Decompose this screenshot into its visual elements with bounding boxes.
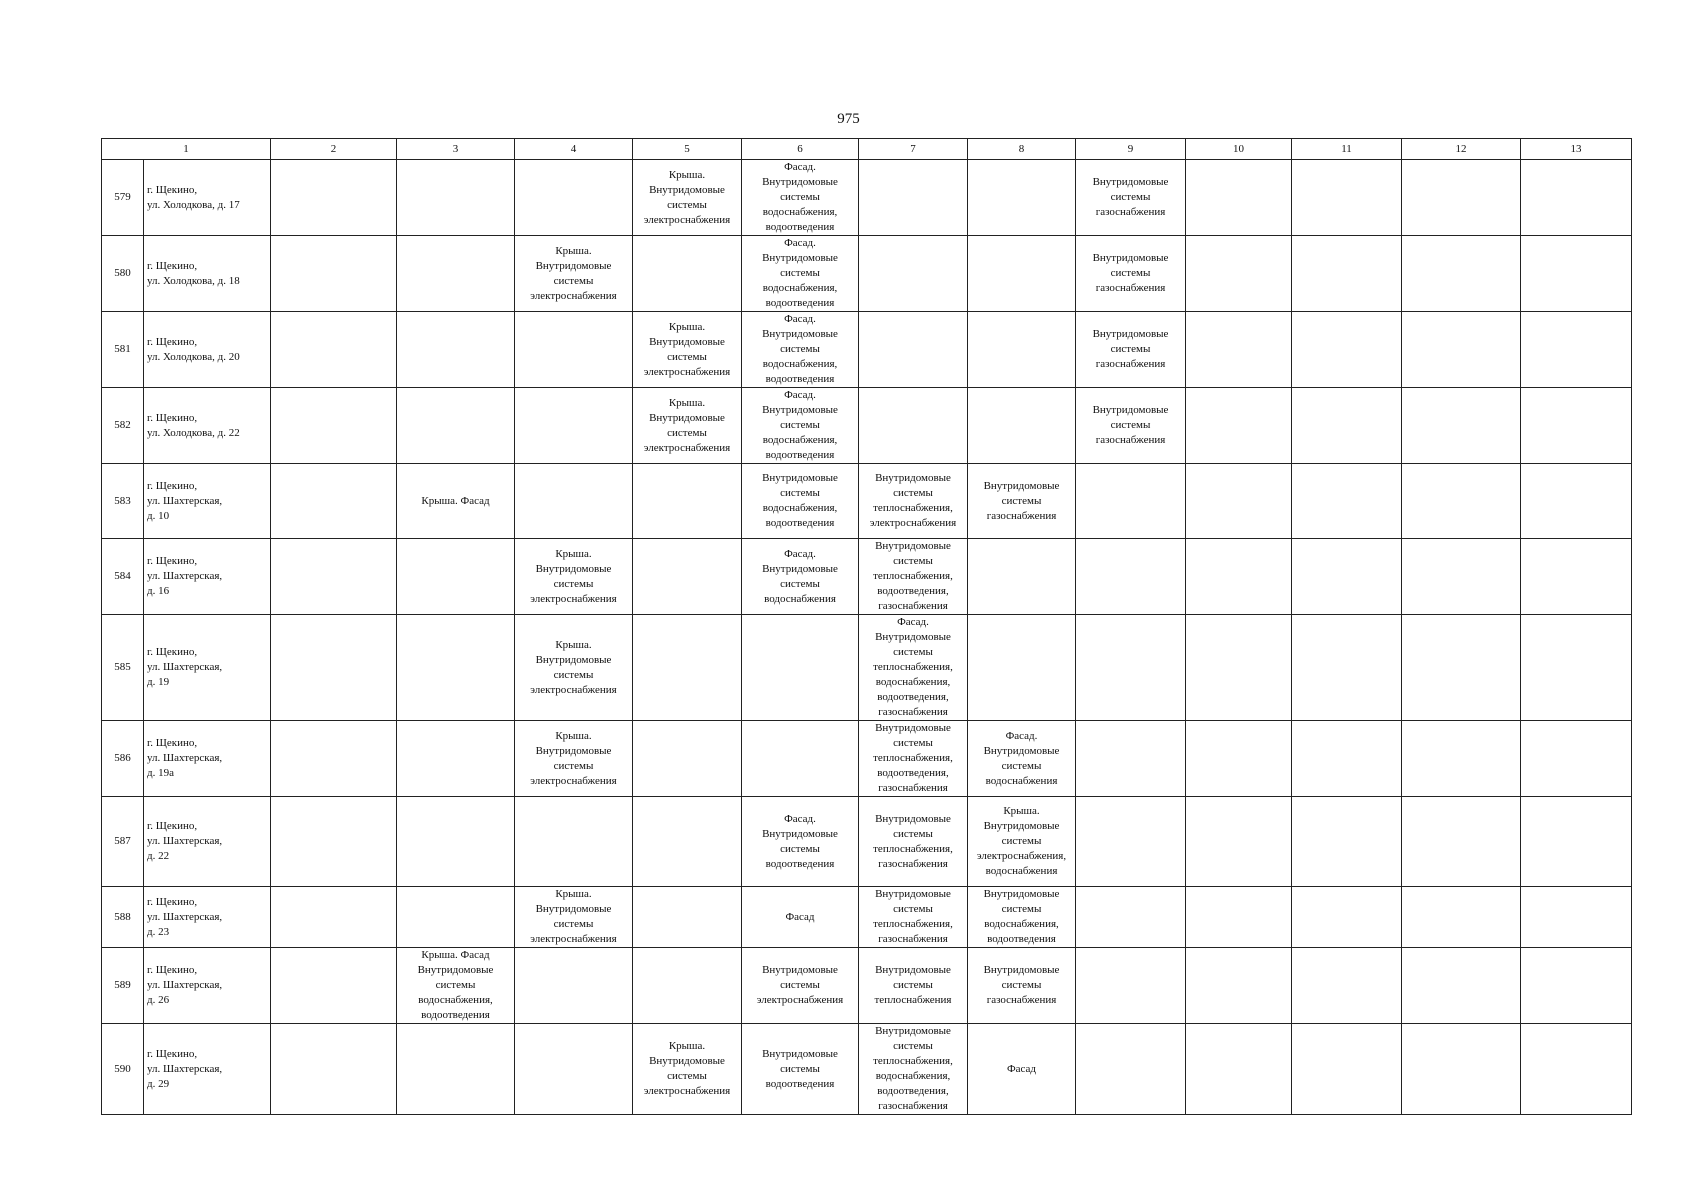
table-cell: Внутридомовые системы газоснабжения: [1076, 312, 1186, 388]
table-row: [102, 236, 1632, 312]
table-cell: Внутридомовые системы теплоснабжения, газоснабжения: [859, 797, 968, 887]
address-cell: г. Щекино, ул. Холодкова, д. 22: [144, 388, 271, 464]
row-number: 586: [102, 721, 144, 797]
table-cell: Крыша. Внутридомовые системы электроснабжения: [515, 236, 633, 312]
table-cell: Внутридомовые системы газоснабжения: [968, 948, 1076, 1024]
row-number: 589: [102, 948, 144, 1024]
table-cell: Внутридомовые системы газоснабжения: [1076, 160, 1186, 236]
address-cell: г. Щекино, ул. Холодкова, д. 18: [144, 236, 271, 312]
table-row: [102, 388, 1632, 464]
table-cell: Фасад. Внутридомовые системы водоотведения: [742, 797, 859, 887]
table-row: [102, 887, 1632, 948]
table-cell: [397, 887, 515, 948]
table-cell: [1292, 388, 1402, 464]
table-cell: [742, 615, 859, 721]
table-cell: [1292, 160, 1402, 236]
table-row: [102, 312, 1632, 388]
column-header: 2: [271, 139, 397, 160]
table-cell: [1076, 887, 1186, 948]
row-number: 584: [102, 539, 144, 615]
address-cell: г. Щекино, ул. Холодкова, д. 17: [144, 160, 271, 236]
table-cell: [859, 236, 968, 312]
table-cell: [397, 312, 515, 388]
column-header: 6: [742, 139, 859, 160]
table-cell: Крыша. Внутридомовые системы электроснабжения: [515, 539, 633, 615]
table-cell: [271, 721, 397, 797]
table-cell: [1292, 887, 1402, 948]
table-cell: [1521, 1024, 1632, 1115]
table-cell: [1292, 539, 1402, 615]
table-cell: [1186, 464, 1292, 539]
table-cell: [271, 464, 397, 539]
table-cell: [1521, 721, 1632, 797]
table-cell: [968, 615, 1076, 721]
address-cell: г. Щекино, ул. Шахтерская, д. 16: [144, 539, 271, 615]
table-cell: [1292, 721, 1402, 797]
table-cell: [633, 615, 742, 721]
table-cell: [1186, 388, 1292, 464]
row-number: 590: [102, 1024, 144, 1115]
table-cell: Крыша. Внутридомовые системы электроснабжения: [633, 160, 742, 236]
row-number: 581: [102, 312, 144, 388]
column-header: 1: [102, 139, 271, 160]
table-cell: [397, 797, 515, 887]
table-cell: [515, 464, 633, 539]
table-cell: Фасад. Внутридомовые системы водоснабжения, водоотведения: [742, 160, 859, 236]
table-cell: [1292, 464, 1402, 539]
header-row: [102, 139, 1632, 160]
address-cell: г. Щекино, ул. Шахтерская, д. 29: [144, 1024, 271, 1115]
table-cell: Внутридомовые системы газоснабжения: [968, 464, 1076, 539]
table-cell: [1076, 539, 1186, 615]
table-cell: [271, 797, 397, 887]
table-cell: [633, 464, 742, 539]
table-cell: Фасад. Внутридомовые системы водоснабжения, водоотведения: [742, 388, 859, 464]
table-cell: Внутридомовые системы теплоснабжения, электроснабжения: [859, 464, 968, 539]
table-cell: Внутридомовые системы теплоснабжения, водоотведения, газоснабжения: [859, 539, 968, 615]
table-cell: [1402, 797, 1521, 887]
table-cell: [1402, 236, 1521, 312]
table-cell: [968, 388, 1076, 464]
table-cell: [1521, 797, 1632, 887]
table-cell: [1292, 312, 1402, 388]
column-header: 3: [397, 139, 515, 160]
table-cell: [1186, 312, 1292, 388]
table-cell: [397, 1024, 515, 1115]
table-cell: Фасад. Внутридомовые системы теплоснабжения, водоснабжения, водоотведения, газоснабжения: [859, 615, 968, 721]
column-header: 8: [968, 139, 1076, 160]
column-header: 7: [859, 139, 968, 160]
row-number: 582: [102, 388, 144, 464]
works-table: [101, 138, 1632, 1115]
table-cell: [1076, 721, 1186, 797]
table-cell: [859, 388, 968, 464]
table-cell: [1186, 236, 1292, 312]
table-cell: [1292, 615, 1402, 721]
row-number: 579: [102, 160, 144, 236]
column-header: 4: [515, 139, 633, 160]
table-cell: [271, 160, 397, 236]
table-cell: [397, 539, 515, 615]
row-number: 583: [102, 464, 144, 539]
table-cell: Крыша. Фасад Внутридомовые системы водоснабжения, водоотведения: [397, 948, 515, 1024]
table-cell: [859, 160, 968, 236]
table-cell: [1186, 721, 1292, 797]
table-cell: [397, 160, 515, 236]
table-cell: [1186, 615, 1292, 721]
table-cell: Внутридомовые системы теплоснабжения, водоснабжения, водоотведения, газоснабжения: [859, 1024, 968, 1115]
table-cell: Внутридомовые системы электроснабжения: [742, 948, 859, 1024]
table-cell: Крыша. Внутридомовые системы электроснабжения: [515, 615, 633, 721]
table-cell: [1521, 312, 1632, 388]
table-cell: [968, 312, 1076, 388]
address-cell: г. Щекино, ул. Холодкова, д. 20: [144, 312, 271, 388]
table-cell: [1186, 887, 1292, 948]
table-cell: [633, 721, 742, 797]
table-cell: [1186, 1024, 1292, 1115]
table-cell: [1076, 1024, 1186, 1115]
table-cell: [1402, 464, 1521, 539]
table-cell: Крыша. Внутридомовые системы электроснабжения: [515, 721, 633, 797]
table-cell: [271, 615, 397, 721]
table-cell: [1076, 797, 1186, 887]
table-cell: [1402, 539, 1521, 615]
table-cell: [1402, 1024, 1521, 1115]
table-cell: [1402, 312, 1521, 388]
table-row: [102, 615, 1632, 721]
table-cell: [397, 721, 515, 797]
table-cell: Фасад. Внутридомовые системы водоснабжения, водоотведения: [742, 236, 859, 312]
table-cell: Фасад: [968, 1024, 1076, 1115]
table-row: [102, 948, 1632, 1024]
table-cell: [1402, 615, 1521, 721]
address-cell: г. Щекино, ул. Шахтерская, д. 10: [144, 464, 271, 539]
column-header: 13: [1521, 139, 1632, 160]
table-cell: Фасад. Внутридомовые системы водоснабжения, водоотведения: [742, 312, 859, 388]
address-cell: г. Щекино, ул. Шахтерская, д. 19: [144, 615, 271, 721]
table-cell: [1521, 887, 1632, 948]
table-cell: [1292, 236, 1402, 312]
column-header: 11: [1292, 139, 1402, 160]
table-cell: Внутридомовые системы теплоснабжения, водоотведения, газоснабжения: [859, 721, 968, 797]
table-cell: [1292, 797, 1402, 887]
table-cell: [968, 160, 1076, 236]
table-row: [102, 797, 1632, 887]
table-cell: [1076, 464, 1186, 539]
table-cell: [1292, 948, 1402, 1024]
table-cell: Крыша. Внутридомовые системы электроснабжения: [633, 388, 742, 464]
table-cell: [515, 797, 633, 887]
table-cell: [859, 312, 968, 388]
table-cell: [1521, 160, 1632, 236]
table-cell: [742, 721, 859, 797]
table-cell: [271, 312, 397, 388]
table-cell: [968, 236, 1076, 312]
table-row: [102, 1024, 1632, 1115]
table-cell: Внутридомовые системы водоснабжения, водоотведения: [742, 464, 859, 539]
table-cell: Фасад. Внутридомовые системы водоснабжения: [742, 539, 859, 615]
table-cell: [1076, 615, 1186, 721]
row-number: 580: [102, 236, 144, 312]
table-cell: [968, 539, 1076, 615]
table-cell: [1076, 948, 1186, 1024]
table-cell: [1186, 539, 1292, 615]
table-cell: Внутридомовые системы водоснабжения, водоотведения: [968, 887, 1076, 948]
address-cell: г. Щекино, ул. Шахтерская, д. 23: [144, 887, 271, 948]
row-number: 587: [102, 797, 144, 887]
table-cell: [515, 312, 633, 388]
table-cell: [1521, 388, 1632, 464]
table-cell: [1521, 948, 1632, 1024]
table-cell: [397, 388, 515, 464]
table-cell: Внутридомовые системы теплоснабжения, газоснабжения: [859, 887, 968, 948]
table-cell: [1402, 160, 1521, 236]
address-cell: г. Щекино, ул. Шахтерская, д. 26: [144, 948, 271, 1024]
table-cell: [1521, 236, 1632, 312]
table-cell: Крыша. Фасад: [397, 464, 515, 539]
table-cell: Внутридомовые системы водоотведения: [742, 1024, 859, 1115]
table-cell: [271, 539, 397, 615]
table-cell: Крыша. Внутридомовые системы электроснабжения: [633, 312, 742, 388]
column-header: 5: [633, 139, 742, 160]
table-cell: [633, 887, 742, 948]
table-cell: [1186, 160, 1292, 236]
column-header: 9: [1076, 139, 1186, 160]
table-cell: Фасад. Внутридомовые системы водоснабжения: [968, 721, 1076, 797]
table-cell: [633, 236, 742, 312]
table-cell: [1402, 887, 1521, 948]
address-cell: г. Щекино, ул. Шахтерская, д. 22: [144, 797, 271, 887]
table-cell: [271, 388, 397, 464]
table-cell: [633, 539, 742, 615]
row-number: 585: [102, 615, 144, 721]
row-number: 588: [102, 887, 144, 948]
table-cell: [1292, 1024, 1402, 1115]
table-row: [102, 721, 1632, 797]
table-row: [102, 539, 1632, 615]
table-cell: Крыша. Внутридомовые системы электроснабжения: [515, 887, 633, 948]
table-cell: [1402, 388, 1521, 464]
table-cell: Фасад: [742, 887, 859, 948]
table-cell: [1521, 615, 1632, 721]
table-cell: [1402, 948, 1521, 1024]
table-cell: [1186, 948, 1292, 1024]
table-cell: [633, 797, 742, 887]
table-cell: [633, 948, 742, 1024]
table-cell: [271, 948, 397, 1024]
table-row: [102, 464, 1632, 539]
table-cell: [515, 388, 633, 464]
table-cell: [271, 1024, 397, 1115]
address-cell: г. Щекино, ул. Шахтерская, д. 19а: [144, 721, 271, 797]
table-cell: [397, 236, 515, 312]
table-cell: [1186, 797, 1292, 887]
table-cell: Внутридомовые системы теплоснабжения: [859, 948, 968, 1024]
table-cell: [271, 887, 397, 948]
table-cell: Внутридомовые системы газоснабжения: [1076, 388, 1186, 464]
table-cell: Крыша. Внутридомовые системы электроснабжения, водоснабжения: [968, 797, 1076, 887]
table-cell: [515, 160, 633, 236]
table-cell: [1521, 464, 1632, 539]
table-cell: [1521, 539, 1632, 615]
table-cell: Крыша. Внутридомовые системы электроснабжения: [633, 1024, 742, 1115]
column-header: 10: [1186, 139, 1292, 160]
table-cell: [397, 615, 515, 721]
table-cell: [515, 1024, 633, 1115]
table-cell: [1402, 721, 1521, 797]
table-cell: [271, 236, 397, 312]
table-cell: [515, 948, 633, 1024]
table-cell: Внутридомовые системы газоснабжения: [1076, 236, 1186, 312]
column-header: 12: [1402, 139, 1521, 160]
page-number: 975: [837, 111, 860, 127]
table-row: [102, 160, 1632, 236]
